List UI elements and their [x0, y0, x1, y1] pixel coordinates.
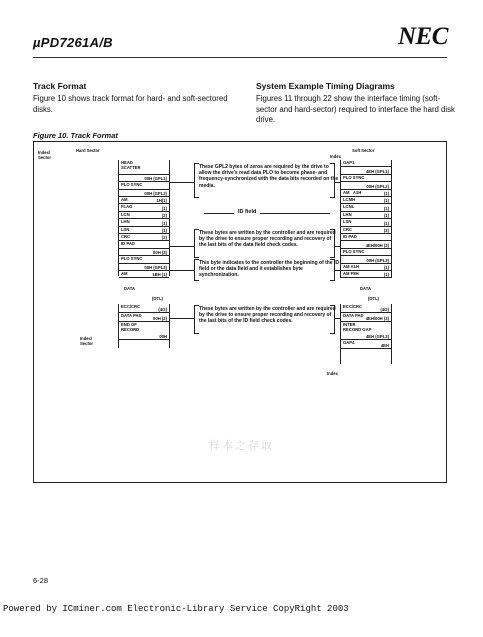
hard-field-value: 1H(1): [156, 198, 167, 204]
soft-field-name: CRC: [343, 226, 353, 232]
hard-bottom-field-name: END OF RECORD: [121, 322, 140, 332]
soft-bottom-field: [341, 322, 391, 340]
hard-bottom-field: [119, 322, 169, 340]
timing-diagrams-heading: System Example Timing Diagrams: [256, 81, 395, 91]
hard-sector-label: Hard Sector: [76, 148, 100, 153]
hard-field-value: (1): [161, 227, 167, 233]
soft-bottom-field: [341, 304, 391, 313]
hard-dtl-label: (DTL): [152, 296, 163, 301]
hard-bottom-field: [119, 313, 169, 322]
hard-field: [119, 234, 169, 241]
soft-bottom-field-value: 4EH: [380, 343, 389, 348]
soft-field-value: (2): [383, 227, 389, 233]
hard-field-name: LCN: [121, 211, 130, 217]
hard-field: [119, 175, 169, 182]
soft-field-name: LCNL: [343, 204, 355, 210]
gpl2-connector: [170, 182, 194, 183]
hard-field: [119, 190, 169, 197]
hard-bottom-field-name: ECC/CRC: [121, 304, 141, 309]
hard-field-value: 00H (GPL3): [144, 264, 167, 270]
soft-bottom-field-name: DATA PAD: [343, 313, 364, 318]
hard-sector-bottom: [118, 304, 170, 348]
hard-data-label: DATA: [124, 286, 136, 291]
hard-field-value: (1): [161, 205, 167, 211]
hard-field: [119, 227, 169, 234]
id-field-label: ID field: [238, 209, 257, 215]
hard-field: [119, 182, 169, 189]
hard-field: [119, 212, 169, 219]
watermark: 样本之存取: [209, 440, 274, 452]
soft-field-name: LHN: [343, 211, 352, 217]
id-field-line-right: [260, 213, 330, 214]
soft-field-name: ID PAD: [343, 234, 357, 239]
soft-field: [341, 219, 391, 226]
soft-field: [341, 264, 391, 271]
soft-field: [341, 212, 391, 219]
soft-field-name: AM A1H: [343, 263, 359, 269]
hard-field-name: AM: [121, 271, 128, 276]
hard-field-name: AM: [121, 197, 128, 202]
soft-sector-label: Soft Sector: [352, 148, 375, 153]
hard-field-name: LHN: [121, 219, 130, 225]
hard-field: [119, 249, 169, 256]
soft-field-value: (1): [383, 213, 389, 219]
soft-field: [341, 175, 391, 182]
gpl2-note: These GPL2 bytes of zeros are required by the drive to allow the drive's read data PLO to become phase- and frequency-synchronized with the data bits recorded on the media.: [199, 164, 339, 189]
soft-field-value: 4EH (GPL1): [365, 168, 389, 174]
data-pad-note: These bytes are written by the controller and are required by the drive to ensure proper recording and recovery of the last bits of the ID field check codes.: [199, 306, 336, 325]
id-field-line-left: [204, 213, 234, 214]
soft-field: [341, 241, 391, 248]
hard-bottom-field: [119, 304, 169, 313]
hard-field-value: 1BH (1): [152, 272, 167, 278]
figure-caption: Figure 10. Track Format: [33, 131, 118, 140]
hard-field-value: (1): [161, 220, 167, 226]
id-pad-connector-right: [334, 246, 340, 247]
hard-bottom-field-value: (4/2): [158, 307, 167, 312]
hard-field-value: 00H (GPL2): [144, 190, 167, 196]
gpl2-connector-right: [334, 182, 340, 183]
track-format-text: Figure 10 shows track format for hard- and soft-sectored disks.: [33, 94, 228, 114]
soft-field-name: GAP1: [343, 160, 355, 165]
hard-field-name: LSN: [121, 226, 130, 232]
soft-bottom-field-value: 4EH (GPL3): [365, 334, 389, 339]
soft-bottom-field: [341, 340, 391, 349]
hard-field-value: 00H (GPL1): [144, 176, 167, 182]
hard-sector-column: [118, 160, 170, 276]
soft-field-value: (1): [383, 198, 389, 204]
id-pad-note: These bytes are written by the controller and are required by the drive to ensure proper recording and recovery of the last bits of the data field check codes.: [199, 230, 336, 249]
hard-field-name: FLAG: [121, 204, 133, 210]
nec-logo: NEC: [398, 23, 448, 50]
footer-credit: Powered by ICminer.com Electronic-Library Service CopyRight 2003: [3, 604, 349, 614]
soft-field: [341, 182, 391, 189]
soft-dtl-label: (DTL): [368, 296, 379, 301]
soft-sector-bottom: [340, 304, 392, 364]
soft-bottom-field-value: (4/2): [380, 307, 389, 312]
soft-field: [341, 256, 391, 263]
track-format-figure: [33, 141, 447, 483]
hard-field-value: (2): [161, 213, 167, 219]
hard-field-value: 00H (3): [153, 250, 167, 256]
hard-field-name: CRC: [121, 234, 131, 239]
soft-field-value: (1): [383, 190, 389, 196]
hard-field: [119, 219, 169, 226]
id-pad-connector: [170, 246, 194, 247]
soft-field: [341, 167, 391, 174]
soft-bottom-field-value: 4EH/00H (3): [365, 316, 389, 321]
soft-bottom-field-name: INTER RECORD GAP: [343, 322, 372, 332]
soft-data-label: DATA: [360, 286, 372, 291]
soft-field-value: (1): [383, 272, 389, 278]
page-number: 6-28: [33, 576, 49, 585]
soft-field: [341, 227, 391, 234]
header-rule: [33, 57, 447, 58]
hard-field: [119, 256, 169, 263]
soft-field-name: PLO SYNC: [343, 174, 365, 180]
soft-end-index: Index: [327, 371, 338, 376]
soft-field-name: PLO SYNC: [343, 248, 365, 254]
soft-field-value: 4EH/00H (3): [365, 242, 389, 248]
soft-field: [341, 234, 391, 241]
data-pad-connector-right: [334, 318, 340, 319]
document-title: µPD7261A/B: [33, 35, 113, 50]
soft-bottom-field-name: ECC/CRC: [343, 304, 363, 309]
hard-bottom-field-value: 00H: [159, 334, 167, 339]
soft-index-label: Index: [330, 154, 341, 159]
hard-index-label: Index/ Sector: [38, 150, 52, 160]
soft-field-value: 00H (GPL3): [366, 257, 389, 263]
soft-field: [341, 197, 391, 204]
soft-field-name: AM F8H: [343, 271, 359, 276]
hard-field-name: PLO SYNC: [121, 182, 143, 188]
soft-field: [341, 204, 391, 211]
soft-field-value: (1): [383, 220, 389, 226]
hard-field-name: ID PAD: [121, 241, 135, 247]
hard-field: [119, 264, 169, 271]
hard-field-name: PLO SYNC: [121, 256, 143, 262]
sync-byte-connector: [170, 270, 194, 271]
hard-field-value: (2): [161, 235, 167, 241]
hard-field: [119, 197, 169, 204]
hard-field-name: HEAD SCATTER: [121, 160, 141, 170]
hard-field: [119, 241, 169, 248]
hard-field: [119, 271, 169, 278]
soft-field: [341, 160, 391, 167]
hard-bottom-field-value: 00H (2): [153, 316, 167, 321]
soft-field-value: 00H (GPL2): [366, 183, 389, 189]
soft-bottom-field-name: GAP4: [343, 340, 355, 345]
soft-field: [341, 249, 391, 256]
soft-sector-column: [340, 160, 392, 278]
data-pad-connector: [170, 318, 194, 319]
soft-bottom-field: [341, 313, 391, 322]
hard-field: [119, 160, 169, 175]
soft-field-name: LCMH: [343, 197, 356, 202]
hard-field: [119, 204, 169, 211]
soft-field: [341, 271, 391, 278]
sync-byte-connector-right: [334, 270, 340, 271]
track-format-heading: Track Format: [33, 81, 87, 91]
soft-field-value: (1): [383, 205, 389, 211]
soft-field-value: (1): [383, 264, 389, 270]
soft-field: [341, 190, 391, 197]
hard-end-index: Index/ Sector: [80, 336, 94, 346]
soft-field-name: LSN: [343, 219, 352, 225]
timing-diagrams-text: Figures 11 through 22 show the interface timing (soft-sector and hard-sector) required to interface the hard disk drive.: [256, 94, 455, 124]
hard-bottom-field-name: DATA PAD: [121, 313, 142, 318]
sync-byte-note: This byte indicates to the controller the beginning of the ID field or the data field and it establishes byte synchronization.: [199, 260, 340, 279]
soft-field-name: AM A1H: [343, 189, 362, 195]
